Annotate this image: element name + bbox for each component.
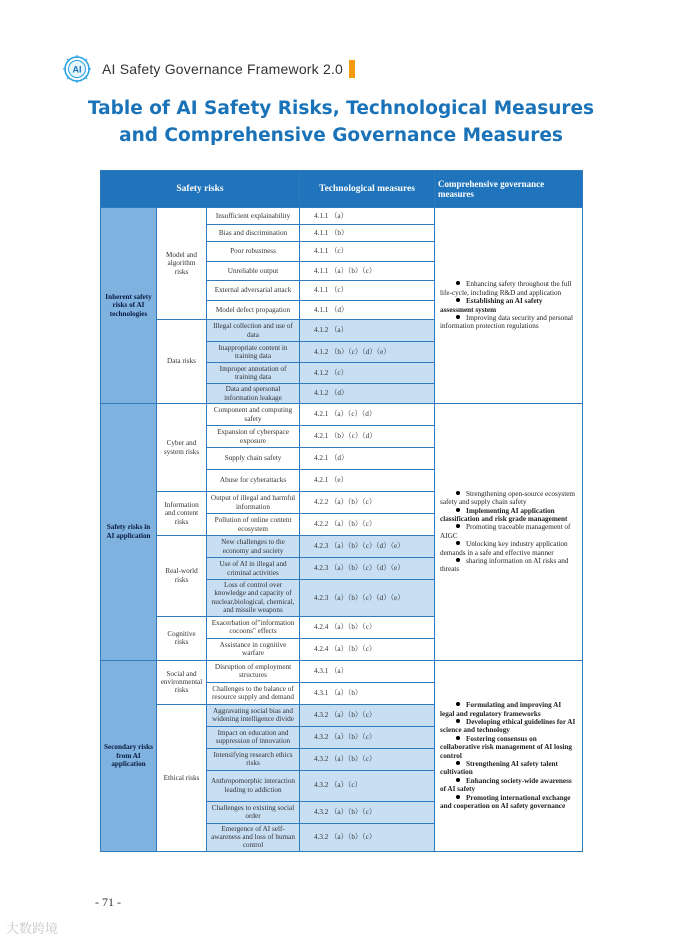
risk-subcategory: Information and content risks (157, 492, 207, 536)
header-technological-measures: Technological measures (300, 171, 435, 208)
risk-subcategory: Model and algorithm risks (157, 208, 207, 320)
risk-item: Illegal collection and use of data (207, 320, 300, 342)
bullet-icon (456, 702, 460, 706)
risk-item: Loss of control over knowledge and capacity of nuclear,biological, chemical, and missile weapons (207, 580, 300, 617)
governance-item-text: Enhancing safety throughout the full life-cycle, including R&D and application (440, 280, 572, 297)
bullet-icon (456, 778, 460, 782)
governance-item (440, 701, 577, 718)
table-body (101, 208, 583, 852)
tech-measure-ref: 4.2.2 （a）（b）（c） (300, 514, 435, 536)
risk-category: Secondary risks from AI application (101, 660, 157, 851)
tech-measure-ref: 4.3.1 （a） (300, 660, 435, 682)
bullet-icon (456, 761, 460, 765)
table-row (101, 208, 583, 225)
governance-item-text: sharing information on AI risks and threats (440, 557, 569, 574)
risk-subcategory: Ethical risks (157, 704, 207, 851)
risk-item: External adversarial attack (207, 281, 300, 301)
tech-measure-ref: 4.3.2 （a）（b）（c） (300, 748, 435, 770)
risk-item: Supply chain safety (207, 448, 300, 470)
bullet-icon (456, 558, 460, 562)
risk-item: Abuse for cyberattacks (207, 470, 300, 492)
tech-measure-ref: 4.2.1 （e） (300, 470, 435, 492)
risk-item: Inappropriate content in training data (207, 342, 300, 363)
risk-item: Component and computing safety (207, 404, 300, 426)
governance-item-text: Formulating and improving AI legal and regulatory frameworks (440, 701, 562, 718)
governance-item-text: Strengthening open-source ecosystem safety and supply chain safety (440, 489, 575, 507)
risk-subcategory: Social and environmental risks (157, 660, 207, 704)
governance-item (440, 718, 577, 735)
page-title-line-2: and Comprehensive Governance Measures (119, 125, 563, 146)
page-header (62, 54, 355, 84)
risk-item: Output of illegal and harmful information (207, 492, 300, 514)
bullet-icon (456, 541, 460, 545)
page-number: - 71 - (95, 895, 121, 909)
table-row (101, 404, 583, 426)
risk-item: Improper annotation of training data (207, 363, 300, 384)
bullet-icon (456, 298, 460, 302)
bullet-icon (456, 719, 460, 723)
risk-item: Use of AI in illegal and criminal activities (207, 558, 300, 580)
risk-measures-table (100, 170, 583, 852)
governance-item (440, 760, 577, 777)
header-accent-bar (349, 60, 355, 78)
governance-item (440, 314, 577, 331)
tech-measure-ref: 4.3.2 （a）（b）（c） (300, 823, 435, 851)
risk-item: Challenges to the balance of resource supply and demand (207, 682, 300, 704)
governance-item-text: Strengthening AI safety talent cultivation (440, 759, 558, 777)
tech-measure-ref: 4.1.1 （a） (300, 208, 435, 225)
governance-item-text: Promoting international exchange and cooperation on AI safety governance (440, 793, 571, 810)
tech-measure-ref: 4.2.4 （a）（b）（c） (300, 616, 435, 638)
risk-subcategory: Data risks (157, 320, 207, 404)
governance-item (440, 557, 577, 574)
tech-measure-ref: 4.2.1 （d） (300, 448, 435, 470)
risk-item: Anthropomorphic interaction leading to addiction (207, 770, 300, 801)
governance-item (440, 794, 577, 811)
tech-measure-ref: 4.1.1 （b） (300, 225, 435, 242)
bullet-icon (456, 524, 460, 528)
bullet-icon (456, 315, 460, 319)
risk-item: Intensifying research ethics risks (207, 748, 300, 770)
governance-item-text: Improving data security and personal information protection regulations (440, 313, 573, 331)
risk-item: Unreliable output (207, 262, 300, 281)
tech-measure-ref: 4.2.3 （a）（b）（c）（d）（e） (300, 580, 435, 617)
governance-item-text: Fostering consensus on collaborative risk management of AI losing control (440, 734, 572, 760)
risk-item: Aggravating social bias and widening intelligence divide (207, 704, 300, 726)
governance-item-text: Promoting traceable management of AIGC (440, 523, 571, 540)
governance-item (440, 490, 577, 507)
svg-text:AI: AI (72, 64, 82, 75)
tech-measure-ref: 4.2.1 （a）（c）（d） (300, 404, 435, 426)
governance-item-text: Developing ethical guidelines for AI science and technology (440, 717, 576, 735)
risk-item: Exacerbation of"information cocoons" effects (207, 616, 300, 638)
risk-item: Pollution of online content ecosystem (207, 514, 300, 536)
governance-measures (435, 208, 583, 404)
risk-item: Expansion of cyberspace exposure (207, 426, 300, 448)
tech-measure-ref: 4.2.3 （a）（b）（c）（d）（e） (300, 536, 435, 558)
bullet-icon (456, 281, 460, 285)
governance-item (440, 777, 577, 794)
governance-item (440, 507, 577, 524)
risk-item: Bias and discrimination (207, 225, 300, 242)
tech-measure-ref: 4.2.2 （a）（b）（c） (300, 492, 435, 514)
tech-measure-ref: 4.3.1 （a）（b） (300, 682, 435, 704)
risk-item: Insufficient explainability (207, 208, 300, 225)
tech-measure-ref: 4.3.2 （a）（b）（c） (300, 801, 435, 823)
risk-category: Inherent safety risks of AI technologies (101, 208, 157, 404)
page-title-line-1: Table of AI Safety Risks, Technological Measures (87, 98, 595, 119)
risk-item: Disruption of employment structures (207, 660, 300, 682)
risk-item: Emergence of AI self-awareness and loss of human control (207, 823, 300, 851)
header-safety-risks: Safety risks (101, 171, 300, 208)
governance-item (440, 540, 577, 557)
header-governance-measures: Comprehensive governance measures (435, 171, 583, 208)
tech-measure-ref: 4.3.2 （a）（b）（c） (300, 704, 435, 726)
governance-item-text: Unlocking key industry application demands in a safe and effective manner (440, 540, 568, 557)
risk-category: Safety risks in AI application (101, 404, 157, 661)
tech-measure-ref: 4.1.1 （a）（b）（c） (300, 262, 435, 281)
governance-measures (435, 660, 583, 851)
tech-measure-ref: 4.3.2 （a）（c） (300, 770, 435, 801)
tech-measure-ref: 4.3.2 （a）（b）（c） (300, 726, 435, 748)
tech-measure-ref: 4.1.1 （c） (300, 281, 435, 301)
risk-subcategory: Cognitive risks (157, 616, 207, 660)
tech-measure-ref: 4.1.2 （c） (300, 363, 435, 384)
ai-logo-icon (62, 54, 92, 84)
governance-item (440, 523, 577, 540)
risk-item: Challenges to existing social order (207, 801, 300, 823)
bullet-icon (456, 491, 460, 495)
governance-item-text: Enhancing society-wide awareness of AI safety (440, 776, 572, 794)
risk-subcategory: Real-world risks (157, 536, 207, 617)
risk-subcategory: Cyber and system risks (157, 404, 207, 492)
governance-item-text: Implementing AI application classification and risk grade management (440, 506, 568, 523)
risk-item: Poor robustness (207, 242, 300, 262)
risk-item: New challenges to the economy and society (207, 536, 300, 558)
bullet-icon (456, 795, 460, 799)
tech-measure-ref: 4.2.3 （a）（b）（c）（d）（e） (300, 558, 435, 580)
governance-measures (435, 404, 583, 661)
watermark: 大数跨境 (6, 921, 59, 936)
table-header-row (101, 171, 583, 208)
table-row (101, 660, 583, 682)
tech-measure-ref: 4.1.1 （c） (300, 242, 435, 262)
governance-item-text: Establishing an AI safety assessment system (440, 297, 543, 314)
risk-item: Assistance in cognitive warfare (207, 638, 300, 660)
tech-measure-ref: 4.1.2 （d） (300, 384, 435, 404)
risk-item: Model defect propagation (207, 301, 300, 320)
bullet-icon (456, 736, 460, 740)
risk-item: Data and spersonal information leakage (207, 384, 300, 404)
tech-measure-ref: 4.2.4 （a）（b）（c） (300, 638, 435, 660)
bullet-icon (456, 508, 460, 512)
page-title (0, 95, 682, 149)
governance-item (440, 280, 577, 297)
governance-item (440, 297, 577, 314)
risk-item: Impact on education and suppression of innovation (207, 726, 300, 748)
tech-measure-ref: 4.1.1 （d） (300, 301, 435, 320)
governance-item (440, 735, 577, 760)
tech-measure-ref: 4.1.2 （a） (300, 320, 435, 342)
tech-measure-ref: 4.2.1 （b）（c）（d） (300, 426, 435, 448)
tech-measure-ref: 4.1.2 （b）（c）（d）（e） (300, 342, 435, 363)
header-title: AI Safety Governance Framework 2.0 (102, 61, 344, 77)
